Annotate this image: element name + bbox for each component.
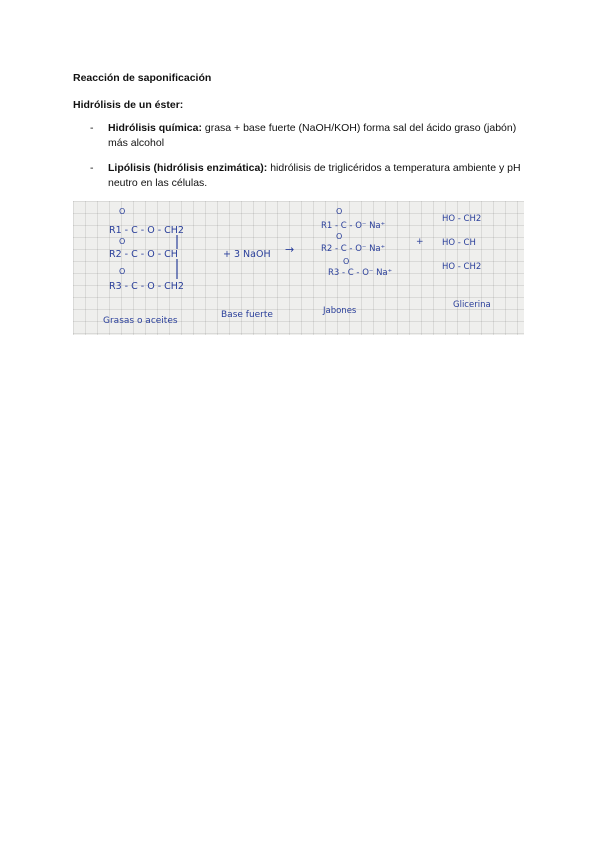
glycerol-row: HO - CH2 <box>442 262 482 272</box>
bullet-dash: - <box>90 122 94 134</box>
carbonyl-oxygen: O <box>119 237 126 246</box>
handwritten-reaction-drawing <box>73 201 524 335</box>
reactant-row: R3 - C - O - CH2 <box>109 281 184 292</box>
reagent-text: + 3 NaOH <box>223 249 271 260</box>
bullet-body <box>108 121 530 151</box>
reaction-arrow: → <box>285 243 295 256</box>
carbonyl-oxygen: O <box>336 207 343 216</box>
product-row: R1 - C - O⁻ Na⁺ <box>321 221 386 231</box>
carbonyl-oxygen: O <box>119 207 126 216</box>
bullet-dash: - <box>90 162 94 174</box>
product-row: R2 - C - O⁻ Na⁺ <box>321 244 386 254</box>
handwritten-reaction-photo <box>73 201 524 335</box>
document-title: Reacción de saponificación <box>73 72 212 84</box>
glycerol-row: HO - CH2 <box>442 214 482 224</box>
carbonyl-oxygen: O <box>119 267 126 276</box>
glycerol-row: HO - CH <box>442 238 476 248</box>
plus-sign: + <box>416 237 424 247</box>
bullet-text: grasa + base fuerte (NaOH/KOH) forma sal del ácido graso (jabón) más alcohol <box>108 122 517 149</box>
bullet-term: Lipólisis (hidrólisis enzimática): <box>108 162 268 174</box>
bullet-text: hidrólisis de triglicéridos a temperatura ambiente y pH neutro en las células. <box>108 162 521 189</box>
label-soaps: Jabones <box>323 306 357 316</box>
label-base: Base fuerte <box>221 310 273 320</box>
carbonyl-oxygen: O <box>343 257 350 266</box>
bullet-term: Hidrólisis química: <box>108 122 202 134</box>
product-row: R3 - C - O⁻ Na⁺ <box>328 268 393 278</box>
reactant-row: R1 - C - O - CH2 <box>109 225 184 236</box>
carbonyl-oxygen: O <box>336 232 343 241</box>
bullet-body <box>108 161 530 191</box>
reactant-row: R2 - C - O - CH <box>109 249 178 260</box>
label-glycerol: Glicerina <box>453 300 491 310</box>
label-fats: Grasas o aceites <box>103 316 178 326</box>
section-heading: Hidrólisis de un éster: <box>73 99 184 111</box>
